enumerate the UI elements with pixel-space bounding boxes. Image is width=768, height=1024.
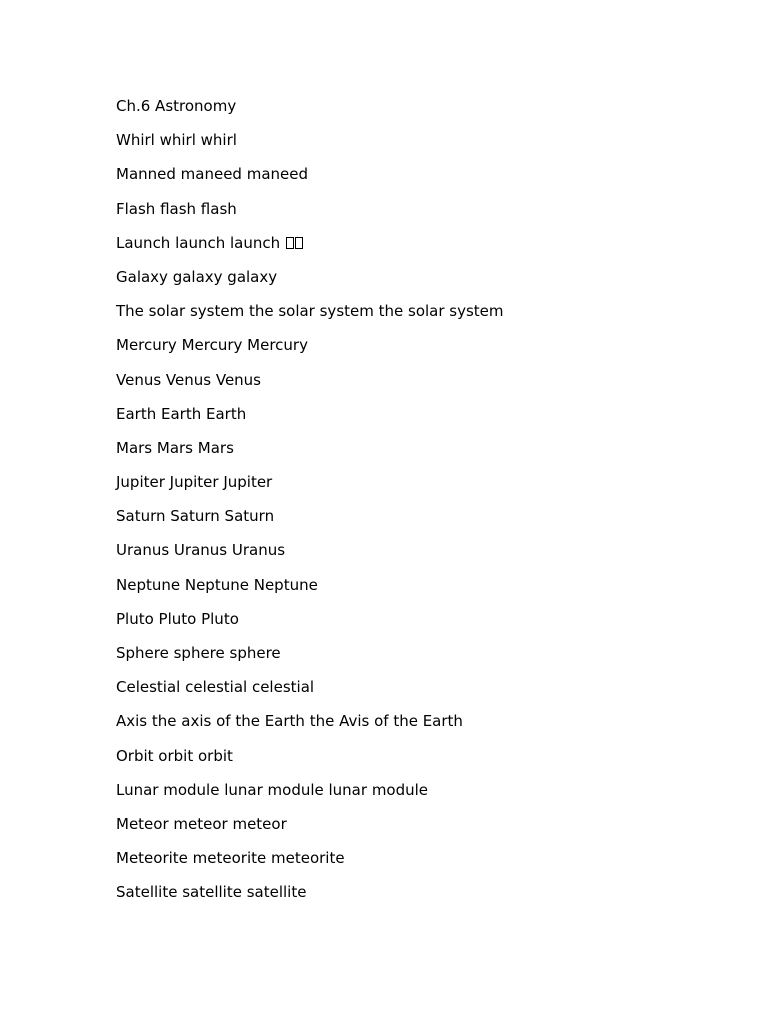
text-line: Saturn Saturn Saturn	[116, 507, 275, 526]
text-line: Venus Venus Venus	[116, 370, 261, 389]
text-line: Satellite satellite satellite	[116, 883, 307, 902]
text-lines	[116, 96, 504, 917]
text-line: Earth Earth Earth	[116, 404, 247, 423]
text-line: Sphere sphere sphere	[116, 644, 281, 662]
text-line: Meteor meteor meteor	[116, 814, 287, 833]
text-line: Celestial celestial celestial	[116, 678, 315, 697]
text-line: Axis the axis of the Earth the Avis of the Earth	[116, 712, 463, 731]
text-line: Pluto Pluto Pluto	[116, 609, 239, 628]
text-line: Galaxy galaxy galaxy	[116, 267, 278, 286]
text-line: Mars Mars Mars	[116, 438, 234, 457]
missing-glyph-icon	[286, 237, 294, 249]
text-line: Flash flash flash	[116, 199, 237, 218]
text-line: Launch launch launch	[116, 233, 504, 267]
text-line: The solar system the solar system the solar system	[116, 302, 504, 321]
text-line: Orbit orbit orbit	[116, 746, 233, 765]
text-line: Uranus Uranus Uranus	[116, 541, 286, 560]
page-title: Ch.6 Astronomy	[116, 97, 237, 115]
text-line: Meteorite meteorite meteorite	[116, 849, 345, 868]
missing-glyph-icon	[295, 237, 303, 249]
text-line: Manned maneed maneed	[116, 165, 309, 184]
text-line: Whirl whirl whirl	[116, 131, 237, 150]
text-line: Mercury Mercury Mercury	[116, 336, 308, 355]
text-line: Jupiter Jupiter Jupiter	[116, 473, 273, 492]
text-line: Lunar module lunar module lunar module	[116, 780, 429, 799]
text-line: Neptune Neptune Neptune	[116, 575, 318, 594]
